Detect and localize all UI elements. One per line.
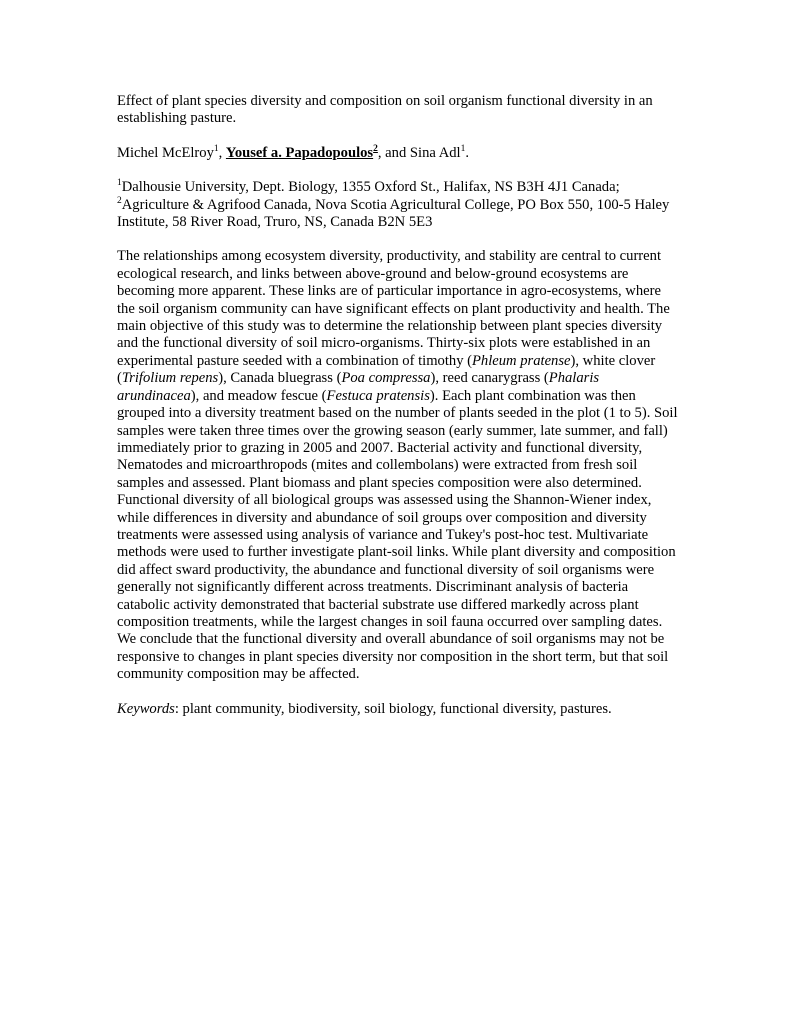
affiliation-text: Dalhousie University, Dept. Biology, 1355 Oxford St., Halifax, NS B3H 4J1 Canada; xyxy=(121,179,620,196)
affiliation-text: Agriculture & Agrifood Canada, Nova Scotia Agricultural College, PO Box 550, 100-5 Haley Institute, 58 River Road, Truro, NS, Canada B2N 5E3 xyxy=(117,196,670,231)
keywords-text: : plant community, biodiversity, soil biology, functional diversity, pastures. xyxy=(174,700,612,717)
author-name: Michel McElroy xyxy=(117,144,214,161)
abstract-text: ), white clover ( xyxy=(117,352,656,387)
presenting-author-name: Yousef a. Papadopoulos xyxy=(225,144,374,161)
paper-title: Effect of plant species diversity and composition on soil organism functional diversity in an establishing pasture. xyxy=(117,93,653,127)
affiliations xyxy=(117,179,682,231)
author-list xyxy=(117,145,682,162)
author-separator: , and xyxy=(377,144,410,161)
species-name: Phalaris arundinacea xyxy=(117,370,600,404)
affiliation-mark: 1 xyxy=(213,143,219,154)
keywords-line xyxy=(117,701,682,718)
author-separator: , xyxy=(218,144,226,161)
species-name: Poa compressa xyxy=(341,370,431,387)
document-page xyxy=(117,93,682,718)
species-name: Festuca pratensis xyxy=(326,387,430,404)
abstract-body xyxy=(117,248,682,683)
keywords-label: Keywords xyxy=(117,700,175,717)
abstract-text: ). Each plant combination was then grouped into a diversity treatment based on the number of plants seeded in the plot (1 to 5). Soil samples were taken three times over the growing season (early summer, late summer, and fall) immediately prior to grazing in 2005 and 2007. Bacterial activity and functional diversity, Nematodes and microarthropods (mites and collembolans) were extracted from fresh soil samples and assessed. Plant biomass and plant species composition were also determined. Functional diversity of all biological groups was assessed using the Shannon-Wiener index, while differences in diversity and abundance of soil groups over composition and diversity treatments were assessed using analysis of variance and Tukey's post-hoc test. Multivariate methods were used to further investigate plant-soil links. While plant diversity and composition did affect sward productivity, the abundance and functional diversity of soil organisms were generally not significantly different across treatments. Discriminant analysis of bacteria catabolic activity demonstrated that bacterial substrate use differed markedly across plant composition treatments, while the largest changes in soil fauna occurred over sampling dates. We conclude that the functional diversity and overall abundance of soil organisms may not be responsive to changes in plant species diversity nor composition in the short term, but that soil community composition may be affected. xyxy=(117,387,678,683)
species-name: Phleum pratense xyxy=(472,352,571,369)
affiliation-mark: 1 xyxy=(460,143,466,154)
affiliation-number: 2 xyxy=(117,195,122,206)
affiliation-number: 1 xyxy=(117,178,122,189)
abstract-text: ), Canada bluegrass ( xyxy=(218,370,342,387)
affiliation-mark: 2 xyxy=(373,143,378,154)
abstract-text: The relationships among ecosystem diversity, productivity, and stability are central to current ecological research, and links between above-ground and below-ground ecosystems are becoming more apparent. These links are of particular importance in agro-ecosystems, where the soil organism community can have significant effects on plant productivity and health. The main objective of this study was to determine the relationship between plant species diversity and the functional diversity of soil micro-organisms. Thirty-six plots were established in an experimental pasture seeded with a combination of timothy ( xyxy=(117,248,670,369)
author-name: Sina Adl xyxy=(409,144,461,161)
author-list-end: . xyxy=(465,144,469,161)
abstract-text: ), and meadow fescue ( xyxy=(190,387,327,404)
abstract-text: ), reed canarygrass ( xyxy=(430,370,549,387)
species-name: Trifolium repens xyxy=(121,370,219,387)
